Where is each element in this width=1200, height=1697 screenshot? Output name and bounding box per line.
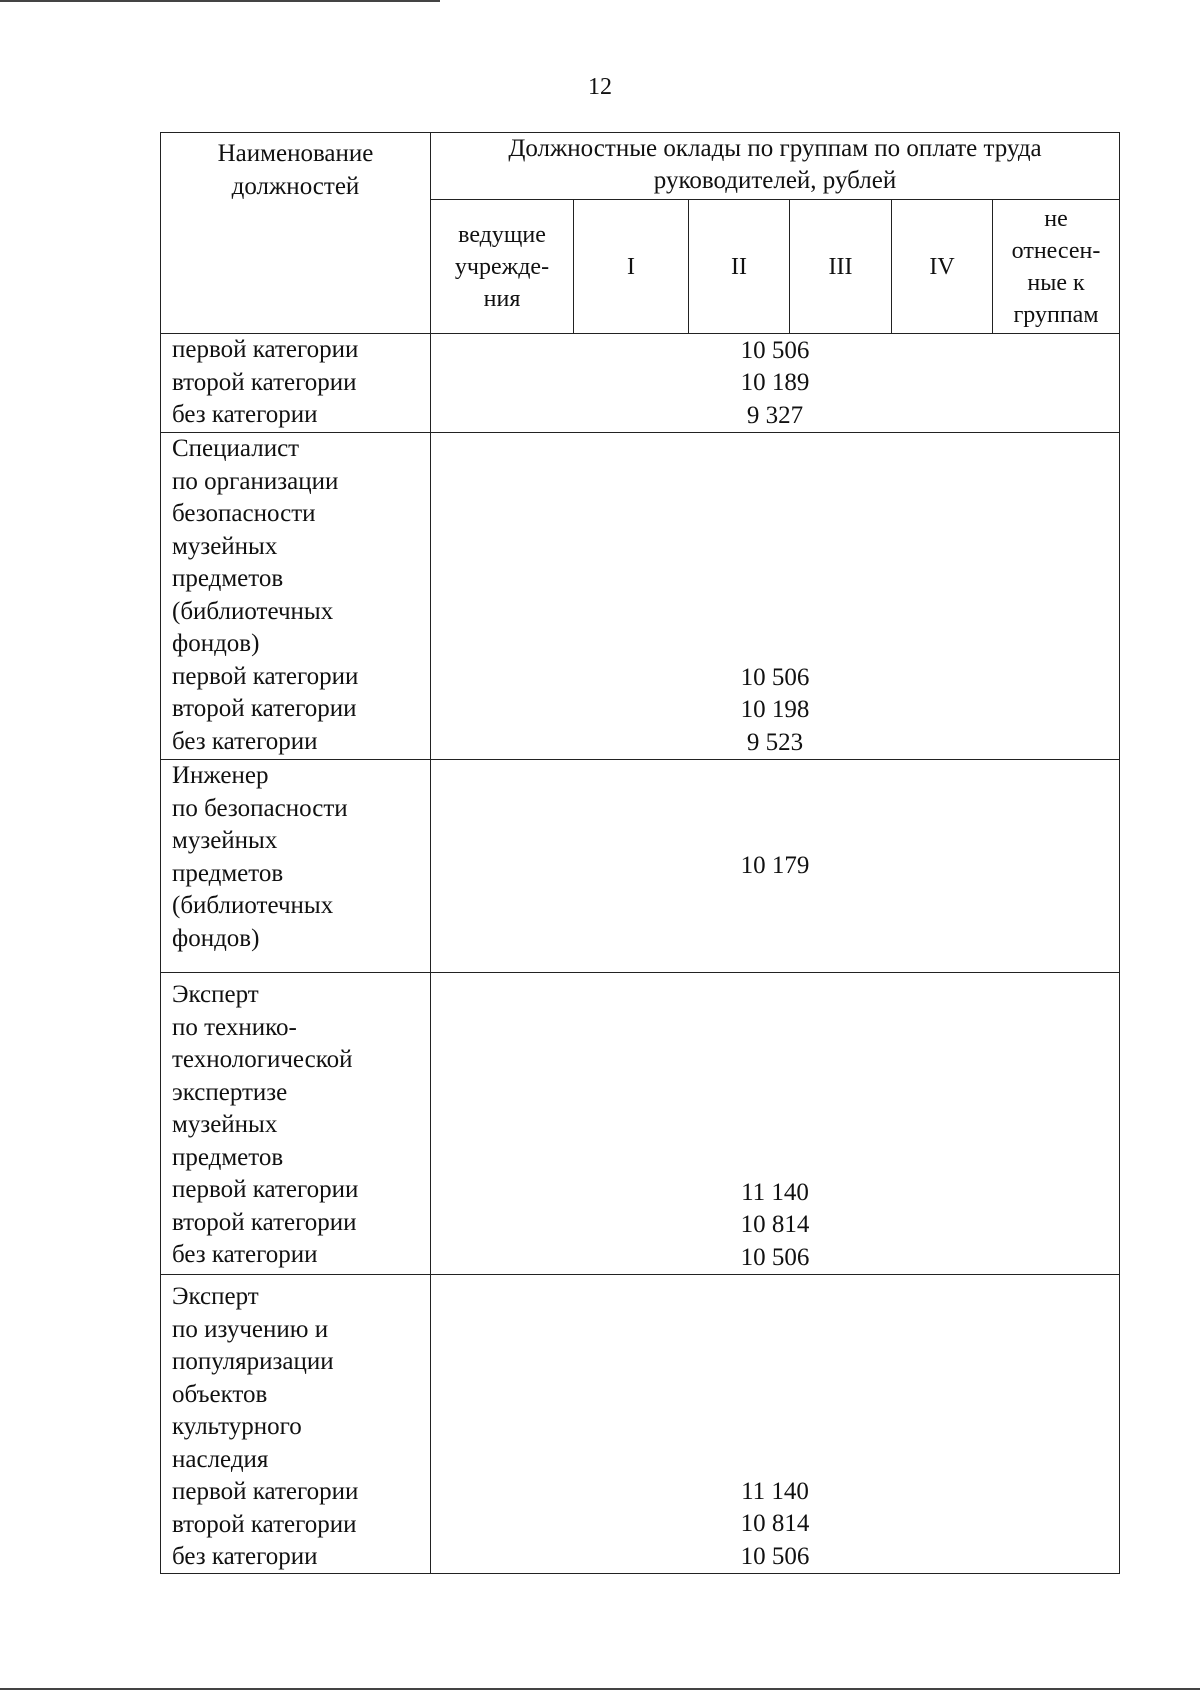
header-col-line: ведущие bbox=[458, 221, 546, 248]
position-line: Специалист bbox=[172, 435, 300, 462]
salary-values bbox=[431, 760, 1119, 972]
position-line: без категории bbox=[172, 727, 318, 755]
header-group-title bbox=[431, 133, 1119, 200]
position-line: технологической bbox=[172, 1046, 353, 1073]
table-row bbox=[161, 1275, 1119, 1573]
header-col-leading bbox=[431, 200, 574, 333]
header-col-group-3 bbox=[790, 200, 892, 333]
position-line: второй категории bbox=[172, 695, 357, 722]
position-line: предметов bbox=[172, 565, 284, 592]
header-col-line: группам bbox=[1013, 301, 1099, 328]
position-line: экспертизе bbox=[172, 1078, 288, 1106]
position-line: фондов) bbox=[172, 924, 260, 952]
position-line: первой категории bbox=[172, 336, 359, 363]
table-row bbox=[161, 334, 1119, 433]
salary-value: 10 189 bbox=[740, 369, 810, 396]
position-name bbox=[161, 973, 431, 1274]
position-line: (библиотечных bbox=[172, 892, 334, 919]
header-col-group-2 bbox=[689, 200, 790, 333]
header-name-line: должностей bbox=[231, 173, 360, 200]
page-number: 12 bbox=[588, 74, 612, 100]
salary-value: 11 140 bbox=[741, 1477, 809, 1505]
position-line: по организации bbox=[172, 467, 339, 495]
salary-values bbox=[431, 334, 1119, 432]
salary-value: 9 327 bbox=[746, 401, 804, 429]
position-line: (библиотечных bbox=[172, 597, 334, 625]
position-line: второй категории bbox=[172, 368, 357, 396]
position-name bbox=[161, 760, 431, 972]
position-line: музейных bbox=[172, 1111, 278, 1138]
salary-value: 11 140 bbox=[741, 1178, 809, 1206]
header-col-unassigned bbox=[993, 200, 1119, 333]
salary-table bbox=[160, 132, 1120, 1574]
position-line: предметов bbox=[172, 859, 284, 887]
salary-value: 9 523 bbox=[746, 728, 804, 756]
salary-values bbox=[431, 433, 1119, 759]
position-line: наследия bbox=[172, 1445, 269, 1473]
position-line: второй категории bbox=[172, 1510, 357, 1538]
header-group-line: руководителей, рублей bbox=[653, 167, 897, 194]
header-col-line: не bbox=[1044, 205, 1068, 232]
position-line: фондов) bbox=[172, 630, 260, 657]
position-line: без категории bbox=[172, 1543, 318, 1570]
header-col-line: III bbox=[828, 253, 853, 280]
header-col-line: отнесен- bbox=[1011, 237, 1101, 264]
salary-value: 10 506 bbox=[740, 663, 810, 691]
header-name-line: Наименование bbox=[217, 140, 374, 167]
position-line: объектов bbox=[172, 1380, 268, 1408]
salary-value: 10 198 bbox=[740, 696, 810, 723]
salary-value: 10 814 bbox=[740, 1510, 810, 1537]
header-salary-groups bbox=[431, 133, 1119, 333]
salary-value: 10 814 bbox=[740, 1211, 810, 1238]
header-col-group-4 bbox=[892, 200, 993, 333]
header-col-group-1 bbox=[574, 200, 689, 333]
table-row bbox=[161, 973, 1119, 1275]
header-col-line: II bbox=[731, 253, 747, 280]
salary-values bbox=[431, 1275, 1119, 1573]
position-line: первой категории bbox=[172, 1176, 359, 1203]
position-name bbox=[161, 433, 431, 759]
salary-value: 10 506 bbox=[740, 1542, 810, 1570]
position-name bbox=[161, 1275, 431, 1573]
position-line: музейных bbox=[172, 532, 278, 560]
position-line: по технико- bbox=[172, 1013, 297, 1041]
header-col-line: ния bbox=[483, 285, 521, 312]
header-col-line: учрежде- bbox=[454, 253, 550, 280]
position-line: первой категории bbox=[172, 662, 359, 690]
position-line: безопасности bbox=[172, 500, 316, 527]
scan-edge-bottom bbox=[0, 1688, 1200, 1690]
position-name bbox=[161, 334, 431, 432]
table-header bbox=[161, 133, 1119, 334]
table-row bbox=[161, 433, 1119, 760]
position-line: Эксперт bbox=[172, 981, 259, 1008]
header-col-line: ные к bbox=[1027, 269, 1085, 296]
position-line: Эксперт bbox=[172, 1283, 259, 1310]
header-col-line: IV bbox=[929, 253, 955, 280]
position-line: Инженер bbox=[172, 762, 269, 789]
position-line: первой категории bbox=[172, 1478, 359, 1505]
header-position-name bbox=[161, 133, 431, 333]
position-line: культурного bbox=[172, 1413, 302, 1440]
position-line: второй категории bbox=[172, 1208, 357, 1236]
salary-value: 10 179 bbox=[740, 851, 810, 879]
scan-edge-top bbox=[0, 0, 440, 2]
position-line: популяризации bbox=[172, 1348, 334, 1375]
position-line: по изучению и bbox=[172, 1315, 329, 1343]
header-col-line: I bbox=[627, 253, 635, 280]
salary-values bbox=[431, 973, 1119, 1274]
header-group-line: Должностные оклады по группам по оплате труда bbox=[508, 135, 1042, 162]
table-row bbox=[161, 760, 1119, 973]
salary-value: 10 506 bbox=[740, 336, 810, 364]
position-line: без категории bbox=[172, 1241, 318, 1268]
header-subcolumns bbox=[431, 200, 1119, 333]
position-line: предметов bbox=[172, 1143, 284, 1171]
position-line: по безопасности bbox=[172, 794, 348, 822]
salary-value: 10 506 bbox=[740, 1243, 810, 1271]
position-line: музейных bbox=[172, 827, 278, 854]
position-line: без категории bbox=[172, 401, 318, 428]
